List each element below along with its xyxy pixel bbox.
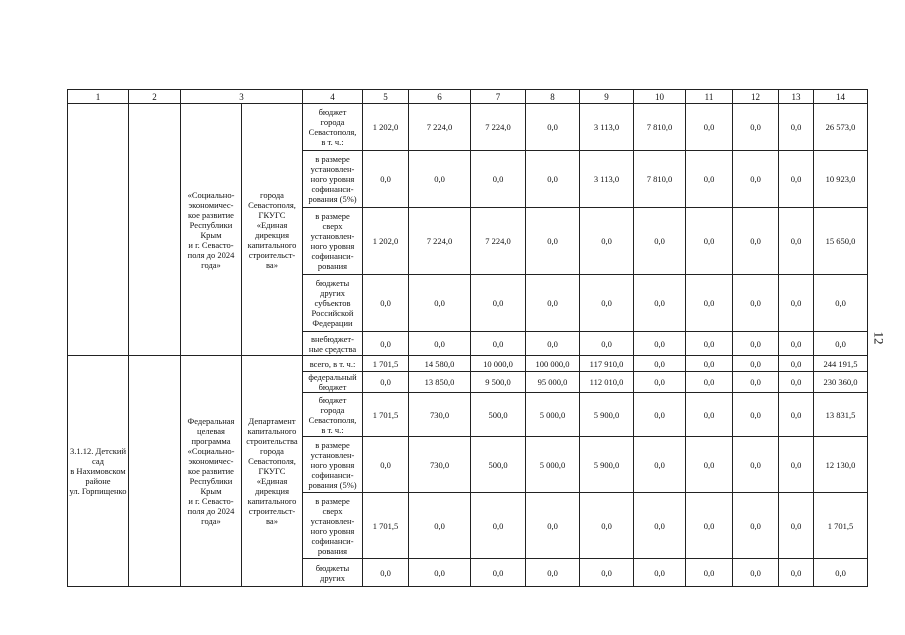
- blank-cell: [129, 356, 181, 587]
- value-cell: 0,0: [733, 437, 779, 493]
- value-cell: 0,0: [409, 559, 471, 587]
- value-cell: 0,0: [471, 151, 526, 208]
- value-cell: 0,0: [733, 372, 779, 393]
- header-cell: 12: [733, 90, 779, 104]
- value-cell: 0,0: [363, 559, 409, 587]
- value-cell: 0,0: [634, 208, 686, 275]
- value-cell: 7 224,0: [471, 208, 526, 275]
- value-cell: 0,0: [814, 275, 868, 332]
- value-cell: 0,0: [580, 493, 634, 559]
- value-cell: 0,0: [471, 275, 526, 332]
- value-cell: 230 360,0: [814, 372, 868, 393]
- program-cell: «Социально- экономичес- кое развитие Республики Крым и г. Севасто- поля до 2024 года»: [181, 104, 242, 356]
- value-cell: 3 113,0: [580, 151, 634, 208]
- header-cell: 6: [409, 90, 471, 104]
- header-cell: 1: [68, 90, 129, 104]
- funding-source-cell: в размере сверх установлен- ного уровня софинанси- рования: [303, 208, 363, 275]
- value-cell: 0,0: [779, 151, 814, 208]
- value-cell: 10 000,0: [471, 356, 526, 372]
- funding-source-cell: в размере установлен- ного уровня софинанси- рования (5%): [303, 151, 363, 208]
- value-cell: 9 500,0: [471, 372, 526, 393]
- value-cell: 0,0: [526, 104, 580, 151]
- value-cell: 0,0: [733, 393, 779, 437]
- header-cell: 9: [580, 90, 634, 104]
- value-cell: 0,0: [580, 332, 634, 356]
- blank-cell: [129, 104, 181, 356]
- value-cell: 0,0: [779, 493, 814, 559]
- value-cell: 0,0: [779, 275, 814, 332]
- value-cell: 117 910,0: [580, 356, 634, 372]
- value-cell: 5 000,0: [526, 437, 580, 493]
- executor-cell: Департамент капитального строительства города Севастополя, ГКУГС «Единая дирекция капитального строительст- ва»: [242, 356, 303, 587]
- value-cell: 1 701,5: [363, 393, 409, 437]
- value-cell: 0,0: [686, 356, 733, 372]
- value-cell: 0,0: [363, 332, 409, 356]
- value-cell: 15 650,0: [814, 208, 868, 275]
- value-cell: 730,0: [409, 437, 471, 493]
- header-cell: 13: [779, 90, 814, 104]
- value-cell: 500,0: [471, 437, 526, 493]
- value-cell: 0,0: [733, 151, 779, 208]
- value-cell: 0,0: [733, 275, 779, 332]
- funding-source-cell: бюджет города Севастополя, в т. ч.:: [303, 393, 363, 437]
- value-cell: 12 130,0: [814, 437, 868, 493]
- value-cell: 730,0: [409, 393, 471, 437]
- value-cell: 0,0: [686, 275, 733, 332]
- value-cell: 0,0: [526, 275, 580, 332]
- value-cell: 1 701,5: [814, 493, 868, 559]
- header-cell: 11: [686, 90, 733, 104]
- value-cell: 10 923,0: [814, 151, 868, 208]
- value-cell: 0,0: [686, 151, 733, 208]
- value-cell: 0,0: [409, 275, 471, 332]
- funding-source-cell: бюджеты других субъектов Российской Федерации: [303, 275, 363, 332]
- value-cell: 0,0: [526, 493, 580, 559]
- value-cell: 0,0: [526, 151, 580, 208]
- value-cell: 0,0: [733, 356, 779, 372]
- value-cell: 5 000,0: [526, 393, 580, 437]
- value-cell: 0,0: [634, 332, 686, 356]
- value-cell: 1 202,0: [363, 208, 409, 275]
- value-cell: 0,0: [471, 559, 526, 587]
- value-cell: 0,0: [471, 493, 526, 559]
- value-cell: 0,0: [686, 104, 733, 151]
- value-cell: 244 191,5: [814, 356, 868, 372]
- value-cell: 0,0: [779, 393, 814, 437]
- value-cell: 1 701,5: [363, 356, 409, 372]
- value-cell: 0,0: [686, 393, 733, 437]
- header-cell: 5: [363, 90, 409, 104]
- value-cell: 26 573,0: [814, 104, 868, 151]
- header-cell: 8: [526, 90, 580, 104]
- block-2: [68, 356, 868, 587]
- funding-source-cell: всего, в т. ч.:: [303, 356, 363, 372]
- value-cell: 0,0: [733, 208, 779, 275]
- header-cell: 14: [814, 90, 868, 104]
- value-cell: 0,0: [580, 275, 634, 332]
- value-cell: 0,0: [634, 356, 686, 372]
- value-cell: 100 000,0: [526, 356, 580, 372]
- value-cell: 1 701,5: [363, 493, 409, 559]
- header-cell: 3: [181, 90, 303, 104]
- value-cell: 7 810,0: [634, 151, 686, 208]
- header-row: [68, 90, 868, 104]
- value-cell: 0,0: [580, 559, 634, 587]
- value-cell: 0,0: [779, 372, 814, 393]
- value-cell: 0,0: [686, 559, 733, 587]
- value-cell: 0,0: [779, 356, 814, 372]
- executor-cell: города Севастополя, ГКУГС «Единая дирекция капитального строительст- ва»: [242, 104, 303, 356]
- value-cell: 7 224,0: [409, 208, 471, 275]
- funding-source-cell: в размере установлен- ного уровня софинанси- рования (5%): [303, 437, 363, 493]
- value-cell: 7 224,0: [471, 104, 526, 151]
- value-cell: 13 850,0: [409, 372, 471, 393]
- value-cell: 0,0: [733, 559, 779, 587]
- header-cell: 10: [634, 90, 686, 104]
- value-cell: 0,0: [733, 493, 779, 559]
- value-cell: 0,0: [779, 559, 814, 587]
- value-cell: 0,0: [779, 332, 814, 356]
- value-cell: 7 810,0: [634, 104, 686, 151]
- value-cell: 0,0: [363, 437, 409, 493]
- funding-source-cell: бюджеты других: [303, 559, 363, 587]
- value-cell: 0,0: [686, 372, 733, 393]
- value-cell: 112 010,0: [580, 372, 634, 393]
- header-cell: 2: [129, 90, 181, 104]
- funding-source-cell: внебюджет- ные средства: [303, 332, 363, 356]
- value-cell: 0,0: [686, 493, 733, 559]
- funding-source-cell: федеральный бюджет: [303, 372, 363, 393]
- value-cell: 0,0: [686, 208, 733, 275]
- value-cell: 0,0: [363, 275, 409, 332]
- funding-source-cell: бюджет города Севастополя, в т. ч.:: [303, 104, 363, 151]
- header-cell: 7: [471, 90, 526, 104]
- header-cell: 4: [303, 90, 363, 104]
- value-cell: 0,0: [409, 493, 471, 559]
- value-cell: 14 580,0: [409, 356, 471, 372]
- value-cell: 0,0: [634, 559, 686, 587]
- value-cell: 7 224,0: [409, 104, 471, 151]
- value-cell: 0,0: [634, 372, 686, 393]
- value-cell: 0,0: [580, 208, 634, 275]
- value-cell: 0,0: [779, 104, 814, 151]
- value-cell: 5 900,0: [580, 393, 634, 437]
- value-cell: 0,0: [409, 332, 471, 356]
- value-cell: 0,0: [526, 208, 580, 275]
- value-cell: 0,0: [471, 332, 526, 356]
- object-name-cell: 3.1.12. Детский сад в Нахимовском районе ул. Горпищенко: [68, 356, 129, 587]
- value-cell: 0,0: [634, 275, 686, 332]
- program-cell: Федеральная целевая программа «Социально- экономичес- кое развитие Республики Крым и г. Севасто- поля до 2024 года»: [181, 356, 242, 587]
- value-cell: 13 831,5: [814, 393, 868, 437]
- value-cell: 0,0: [634, 393, 686, 437]
- value-cell: 0,0: [526, 332, 580, 356]
- funding-source-cell: в размере сверх установлен- ного уровня софинанси- рования: [303, 493, 363, 559]
- value-cell: 0,0: [409, 151, 471, 208]
- table-row: [68, 104, 868, 151]
- value-cell: 0,0: [733, 332, 779, 356]
- budget-table: [67, 89, 868, 587]
- table-row: [68, 356, 868, 372]
- value-cell: 95 000,0: [526, 372, 580, 393]
- value-cell: 0,0: [779, 437, 814, 493]
- value-cell: 0,0: [779, 208, 814, 275]
- value-cell: 0,0: [526, 559, 580, 587]
- page-number: 12: [871, 331, 887, 345]
- value-cell: 0,0: [814, 332, 868, 356]
- value-cell: 0,0: [733, 104, 779, 151]
- value-cell: 500,0: [471, 393, 526, 437]
- value-cell: 5 900,0: [580, 437, 634, 493]
- block-1: [68, 104, 868, 356]
- value-cell: 0,0: [363, 151, 409, 208]
- value-cell: 1 202,0: [363, 104, 409, 151]
- object-name-cell: [68, 104, 129, 356]
- value-cell: 0,0: [686, 332, 733, 356]
- value-cell: 0,0: [634, 493, 686, 559]
- value-cell: 3 113,0: [580, 104, 634, 151]
- value-cell: 0,0: [686, 437, 733, 493]
- value-cell: 0,0: [814, 559, 868, 587]
- value-cell: 0,0: [363, 372, 409, 393]
- value-cell: 0,0: [634, 437, 686, 493]
